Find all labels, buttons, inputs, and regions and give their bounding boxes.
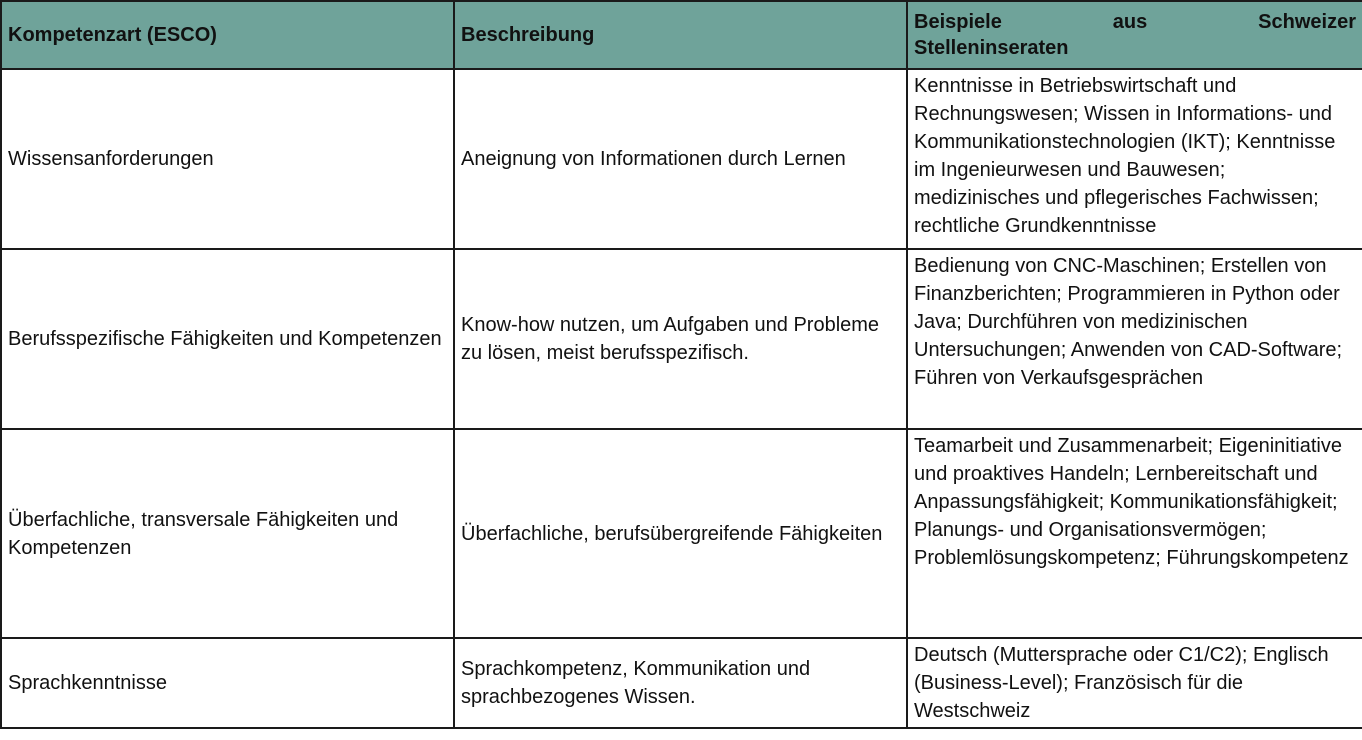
cell-competence-type: Sprachkenntnisse — [1, 638, 454, 728]
header-description: Beschreibung — [454, 1, 907, 69]
header-examples — [907, 1, 1362, 69]
header-examples-line1: Beispiele aus Schweizer — [914, 11, 1356, 33]
table-row — [1, 429, 1362, 638]
cell-examples: Bedienung von CNC-Maschinen; Erstellen von Finanzberichten; Programmieren in Python oder Java; Durchführen von medizinischen Untersuchungen; Anwenden von CAD-Software; Führen von Verkaufsgesprächen — [907, 249, 1362, 429]
cell-examples: Teamarbeit und Zusammenarbeit; Eigeninitiative und proaktives Handeln; Lernbereitschaft und Anpassungsfähigkeit; Kommunikationsfähigkeit; Planungs- und Organisationsvermögen; Problemlösungskompetenz; Führungskompetenz — [907, 429, 1362, 638]
cell-description: Überfachliche, berufsübergreifende Fähigkeiten — [454, 429, 907, 638]
table-row — [1, 638, 1362, 728]
cell-description: Aneignung von Informationen durch Lernen — [454, 69, 907, 249]
table-header-row — [1, 1, 1362, 69]
header-competence-type: Kompetenzart (ESCO) — [1, 1, 454, 69]
cell-competence-type: Wissensanforderungen — [1, 69, 454, 249]
cell-description: Know-how nutzen, um Aufgaben und Probleme zu lösen, meist berufsspezifisch. — [454, 249, 907, 429]
header-examples-line2: Stelleninseraten — [914, 37, 1069, 59]
cell-competence-type: Überfachliche, transversale Fähigkeiten und Kompetenzen — [1, 429, 454, 638]
cell-examples: Deutsch (Muttersprache oder C1/C2); Englisch (Business-Level); Französisch für die Westschweiz — [907, 638, 1362, 728]
cell-competence-type: Berufsspezifische Fähigkeiten und Kompetenzen — [1, 249, 454, 429]
cell-examples: Kenntnisse in Betriebswirtschaft und Rechnungswesen; Wissen in Informations- und Kommunikationstechnologien (IKT); Kenntnisse im Ingenieurwesen und Bauwesen; medizinisches und pflegerisches Fachwissen; rechtliche Grundkenntnisse — [907, 69, 1362, 249]
table-row — [1, 249, 1362, 429]
table-row — [1, 69, 1362, 249]
cell-description: Sprachkompetenz, Kommunikation und sprachbezogenes Wissen. — [454, 638, 907, 728]
